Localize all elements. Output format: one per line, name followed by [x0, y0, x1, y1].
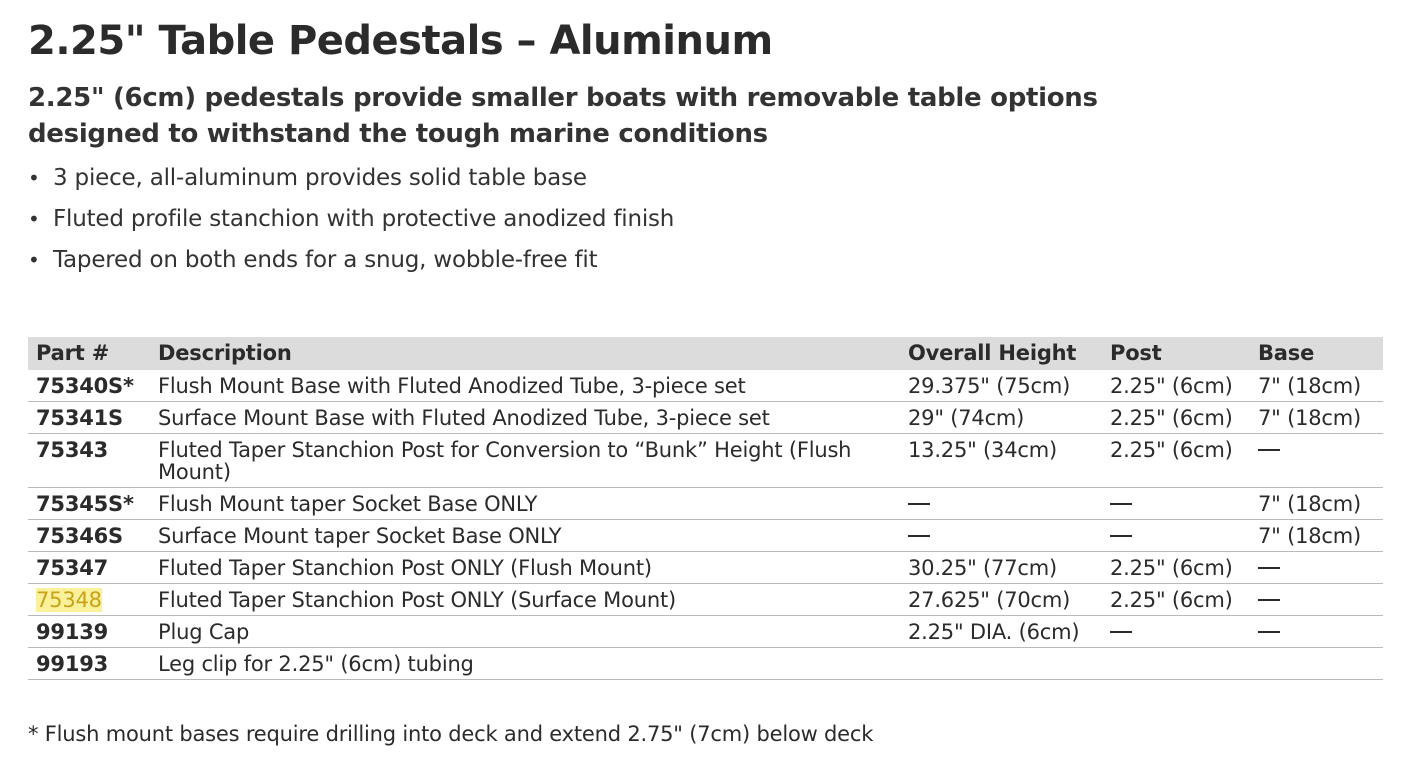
header-base: Base	[1258, 341, 1315, 365]
em-dash	[1110, 503, 1132, 505]
part-number-cell	[28, 648, 150, 680]
description-text: Fluted Taper Stanchion Post for Conversion to “Bunk” Height (Flush Mount)	[158, 438, 852, 484]
em-dash	[1258, 631, 1280, 633]
description-cell	[150, 616, 900, 648]
bullet-icon: •	[28, 166, 40, 190]
description-text: Flush Mount taper Socket Base ONLY	[158, 492, 538, 516]
description-cell	[150, 520, 900, 552]
parts-table	[28, 337, 1383, 680]
overall-height-cell	[900, 648, 1102, 680]
description-text: Surface Mount taper Socket Base ONLY	[158, 524, 562, 548]
part-number: 75343	[36, 438, 109, 462]
description-cell	[150, 402, 900, 434]
overall-height-text: 13.25" (34cm)	[908, 438, 1057, 462]
overall-height-text: 2.25" DIA. (6cm)	[908, 620, 1080, 644]
table-row	[28, 584, 1383, 616]
bullet-icon: •	[28, 207, 40, 231]
feature-item	[28, 240, 674, 281]
post-text: 2.25" (6cm)	[1110, 438, 1233, 462]
overall-height-cell	[900, 520, 1102, 552]
description-cell	[150, 648, 900, 680]
overall-height-text: 30.25" (77cm)	[908, 556, 1057, 580]
overall-height-cell	[900, 584, 1102, 616]
post-cell	[1102, 584, 1250, 616]
description-text: Plug Cap	[158, 620, 250, 644]
table-body	[28, 370, 1383, 680]
base-cell	[1250, 434, 1383, 488]
post-cell	[1102, 520, 1250, 552]
part-number-cell	[28, 488, 150, 520]
part-number: 75348	[36, 588, 102, 612]
em-dash	[1258, 599, 1280, 601]
feature-text: Fluted profile stanchion with protective anodized finish	[53, 206, 675, 232]
part-number-cell	[28, 434, 150, 488]
overall-height-cell	[900, 402, 1102, 434]
base-text: 7" (18cm)	[1258, 524, 1362, 548]
em-dash	[1110, 535, 1132, 537]
description-text: Leg clip for 2.25" (6cm) tubing	[158, 652, 474, 676]
part-number-cell	[28, 402, 150, 434]
header-overall-height: Overall Height	[908, 341, 1077, 365]
header-description: Description	[158, 341, 292, 365]
table-row	[28, 370, 1383, 402]
base-text: 7" (18cm)	[1258, 406, 1362, 430]
table-row	[28, 402, 1383, 434]
table-row	[28, 616, 1383, 648]
bullet-icon: •	[28, 248, 40, 272]
part-number: 99193	[36, 652, 109, 676]
feature-item	[28, 199, 674, 240]
overall-height-cell	[900, 370, 1102, 402]
base-cell	[1250, 648, 1383, 680]
table-header-row	[28, 337, 1383, 370]
overall-height-cell	[900, 434, 1102, 488]
post-cell	[1102, 402, 1250, 434]
base-cell	[1250, 488, 1383, 520]
post-cell	[1102, 434, 1250, 488]
overall-height-cell	[900, 488, 1102, 520]
description-text: Fluted Taper Stanchion Post ONLY (Flush Mount)	[158, 556, 652, 580]
part-number-cell	[28, 370, 150, 402]
part-number: 75340S*	[36, 374, 134, 398]
footnote: * Flush mount bases require drilling into deck and extend 2.75" (7cm) below deck	[28, 722, 874, 746]
base-cell	[1250, 402, 1383, 434]
part-number: 75341S	[36, 406, 123, 430]
part-number: 75347	[36, 556, 109, 580]
table-row	[28, 520, 1383, 552]
post-cell	[1102, 488, 1250, 520]
subtitle-line-1: 2.25" (6cm) pedestals provide smaller boats with removable table options	[28, 83, 1098, 113]
part-number-cell	[28, 584, 150, 616]
post-text: 2.25" (6cm)	[1110, 406, 1233, 430]
table-row	[28, 648, 1383, 680]
description-cell	[150, 552, 900, 584]
page-subtitle	[28, 80, 1098, 152]
overall-height-cell	[900, 552, 1102, 584]
post-cell	[1102, 552, 1250, 584]
post-text: 2.25" (6cm)	[1110, 588, 1233, 612]
header-post: Post	[1110, 341, 1162, 365]
description-text: Flush Mount Base with Fluted Anodized Tube, 3-piece set	[158, 374, 746, 398]
part-number-cell	[28, 520, 150, 552]
base-cell	[1250, 616, 1383, 648]
em-dash	[1110, 631, 1132, 633]
base-text: 7" (18cm)	[1258, 374, 1362, 398]
description-text: Surface Mount Base with Fluted Anodized Tube, 3-piece set	[158, 406, 770, 430]
part-number: 75346S	[36, 524, 123, 548]
feature-list	[28, 158, 674, 281]
post-text: 2.25" (6cm)	[1110, 374, 1233, 398]
base-cell	[1250, 552, 1383, 584]
base-cell	[1250, 520, 1383, 552]
table-row	[28, 434, 1383, 488]
base-cell	[1250, 370, 1383, 402]
feature-item	[28, 158, 674, 199]
post-cell	[1102, 648, 1250, 680]
feature-text: Tapered on both ends for a snug, wobble-free fit	[53, 247, 598, 273]
header-part: Part #	[36, 341, 110, 365]
description-cell	[150, 584, 900, 616]
table-row	[28, 488, 1383, 520]
feature-text: 3 piece, all-aluminum provides solid table base	[53, 165, 587, 191]
subtitle-line-2: designed to withstand the tough marine conditions	[28, 119, 768, 149]
page-title: 2.25" Table Pedestals – Aluminum	[28, 18, 773, 64]
post-cell	[1102, 616, 1250, 648]
table-row	[28, 552, 1383, 584]
description-text: Fluted Taper Stanchion Post ONLY (Surface Mount)	[158, 588, 676, 612]
part-number: 99139	[36, 620, 109, 644]
post-text: 2.25" (6cm)	[1110, 556, 1233, 580]
em-dash	[908, 503, 930, 505]
description-cell	[150, 488, 900, 520]
base-cell	[1250, 584, 1383, 616]
part-number-cell	[28, 552, 150, 584]
overall-height-text: 29" (74cm)	[908, 406, 1025, 430]
overall-height-cell	[900, 616, 1102, 648]
description-cell	[150, 434, 900, 488]
em-dash	[1258, 449, 1280, 451]
base-text: 7" (18cm)	[1258, 492, 1362, 516]
part-number: 75345S*	[36, 492, 134, 516]
description-cell	[150, 370, 900, 402]
em-dash	[908, 535, 930, 537]
em-dash	[1258, 567, 1280, 569]
post-cell	[1102, 370, 1250, 402]
overall-height-text: 29.375" (75cm)	[908, 374, 1071, 398]
part-number-cell	[28, 616, 150, 648]
overall-height-text: 27.625" (70cm)	[908, 588, 1071, 612]
